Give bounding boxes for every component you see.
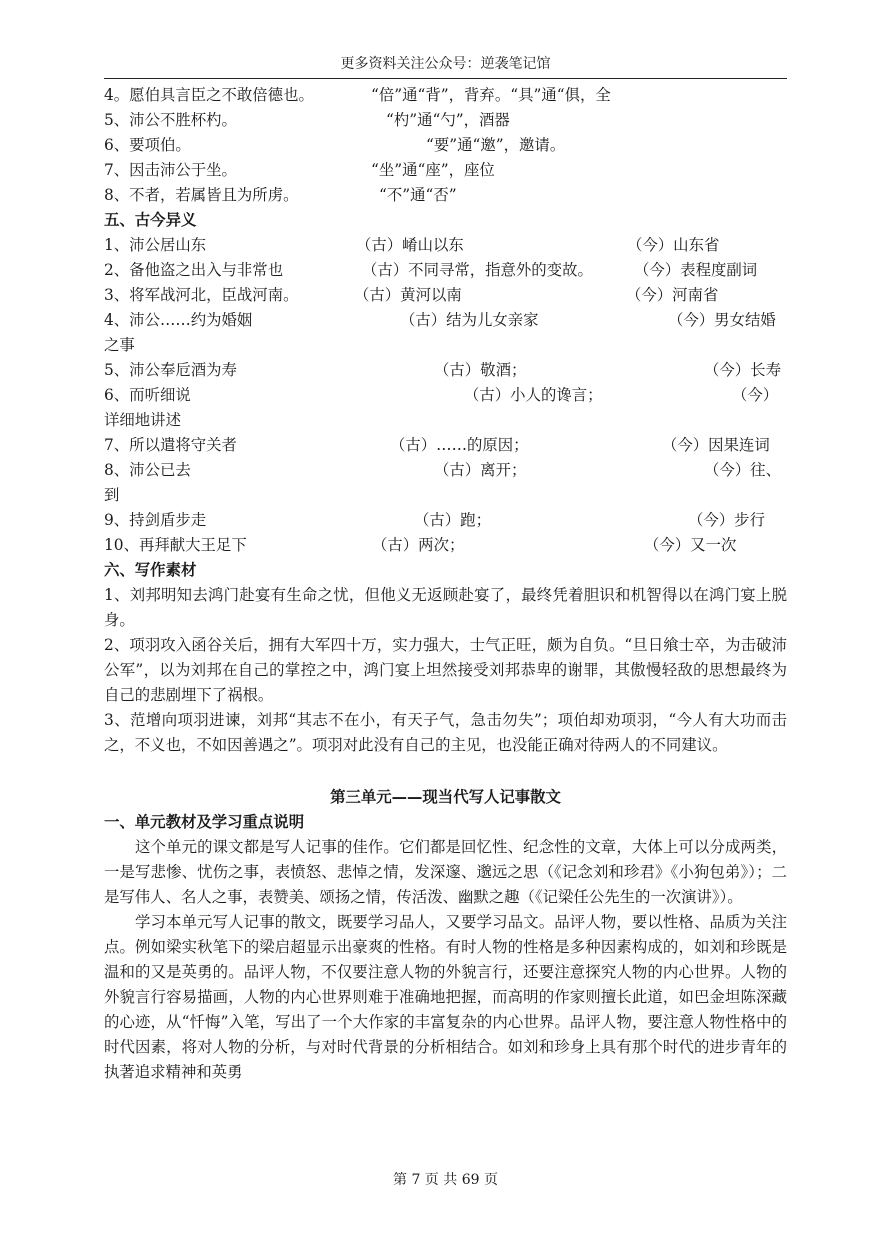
gujin-item	[104, 283, 787, 308]
tongjia-sentence: 6、要项伯。	[104, 136, 191, 154]
tongjia-note: “不”通“否”	[379, 186, 457, 204]
unit-paragraph: 学习本单元写人记事的散文，既要学习品人，又要学习品文。品评人物，要以性格、品质为关注点。例如梁实秋笔下的梁启超显示出豪爽的性格。有时人物的性格是多种因素构成的，如刘和珍既是温和的又是英勇的。品评人物，不仅要注意人物的外貌言行，还要注意探究人物的内心世界。人物的外貌言行容易描画，人物的内心世界则难于准确地把握，而高明的作家则擅长此道，如巴金坦陈深藏的心迹，从“忏悔”入笔，写出了一个大作家的丰富复杂的内心世界。品评人物，要注意人物性格中的时代因素，将对人物的分析，与对时代背景的分析相结合。如刘和珍身上具有那个时代的进步青年的执著追求精神和英勇	[104, 913, 787, 1081]
tongjia-note: “倍”通“背”，背弃。“具”通“俱，全	[371, 86, 611, 104]
gujin-modern: （今）步行	[688, 511, 765, 529]
gujin-ancient: （古）不同寻常，指意外的变故。	[362, 261, 593, 279]
gujin-item	[104, 258, 787, 283]
gujin-item	[104, 383, 787, 408]
gujin-item	[104, 508, 787, 533]
tongjia-note: “要”通“邀”，邀请。	[426, 136, 566, 154]
tongjia-item	[104, 108, 787, 133]
gujin-sentence: 7、所以遣将守关者	[104, 436, 237, 454]
gujin-sentence: 5、沛公奉卮酒为寿	[104, 361, 237, 379]
gujin-modern: （今）河南省	[626, 286, 719, 304]
writing-material-paragraph: 3、范增向项羽进谏，刘邦“其志不在小，有天子气，急击勿失”；项伯却劝项羽，“今人有大功而击之，不义也，不如因善遇之”。项羽对此没有自己的主见，也没能正确对待两人的不同建议。	[104, 711, 787, 754]
writing-material-paragraph: 1、刘邦明知去鸿门赴宴有生命之忧，但他义无返顾赴宴了，最终凭着胆识和机智得以在鸿门宴上脱身。	[104, 586, 787, 629]
gujin-modern: （今）表程度副词	[634, 261, 758, 279]
gujin-item	[104, 533, 787, 558]
gujin-item	[104, 358, 787, 383]
gujin-ancient: （古）结为儿女亲家	[400, 311, 539, 329]
gujin-sentence: 3、将军战河北，臣战河南。	[104, 286, 299, 304]
writing-material-paragraph: 2、项羽攻入函谷关后，拥有大军四十万，实力强大，士气正旺，颇为自负。“旦日飨士卒，为击破沛公军”，以为刘邦在自己的掌控之中，鸿门宴上坦然接受刘邦恭卑的谢罪，其傲慢轻敌的思想最终为自己的悲剧埋下了祸根。	[104, 636, 787, 704]
page-header: 更多资料关注公众号：逆袭笔记馆	[340, 56, 551, 72]
section-heading: 一、单元教材及学习重点说明	[104, 813, 305, 831]
gujin-item	[104, 233, 787, 258]
gujin-list	[104, 233, 787, 558]
tongjia-sentence: 8、不者，若属皆且为所虏。	[104, 186, 299, 204]
gujin-item	[104, 433, 787, 458]
gujin-modern: （今）山东省	[627, 236, 720, 254]
tongjia-item	[104, 158, 787, 183]
gujin-continuation: 到	[104, 486, 120, 504]
tongjia-note: “坐”通“座”，座位	[371, 161, 495, 179]
tongjia-item	[104, 183, 787, 208]
gujin-sentence: 2、备他盗之出入与非常也	[104, 261, 284, 279]
gujin-ancient: （古）……的原因；	[390, 436, 529, 454]
tongjia-item	[104, 133, 787, 158]
gujin-modern: （今）	[732, 386, 779, 404]
page-footer: 第 7 页 共 69 页	[393, 1172, 498, 1188]
gujin-modern: （今）往、	[704, 461, 781, 479]
gujin-item	[104, 308, 787, 333]
gujin-item	[104, 458, 787, 483]
gujin-ancient: （古）两次；	[372, 536, 465, 554]
gujin-modern: （今）男女结婚	[668, 311, 776, 329]
unit-title: 第三单元——现当代写人记事散文	[330, 788, 561, 806]
tongjia-item	[104, 83, 787, 108]
gujin-sentence: 4、沛公……约为婚姻	[104, 311, 253, 329]
tongjia-sentence: 7、因击沛公于坐。	[104, 161, 237, 179]
page-content	[104, 83, 787, 1085]
gujin-ancient: （古）敬酒；	[434, 361, 527, 379]
gujin-modern: （今）因果连词	[662, 436, 770, 454]
tongjia-sentence: 4。愿伯具言臣之不敢倍德也。	[104, 86, 314, 104]
gujin-sentence: 6、而听细说	[104, 386, 191, 404]
section-heading: 五、古今异义	[104, 211, 197, 229]
tongjia-note: “杓”通“勺”，酒器	[386, 111, 510, 129]
gujin-sentence: 8、沛公已去	[104, 461, 191, 479]
gujin-sentence: 10、再拜献大王足下	[104, 536, 247, 554]
gujin-ancient: （古）崤山以东	[356, 236, 464, 254]
gujin-ancient: （古）跑；	[414, 511, 491, 529]
gujin-sentence: 9、持剑盾步走	[104, 511, 207, 529]
gujin-sentence: 1、沛公居山东	[104, 236, 207, 254]
section-heading: 六、写作素材	[104, 561, 197, 579]
header-rule	[104, 78, 787, 79]
gujin-continuation: 详细地讲述	[104, 411, 181, 429]
tongjia-sentence: 5、沛公不胜杯杓。	[104, 111, 237, 129]
gujin-continuation: 之事	[104, 336, 135, 354]
unit-paragraph: 这个单元的课文都是写人记事的佳作。它们都是回忆性、纪念性的文章，大体上可以分成两类，一是写悲惨、忧伤之事，表愤怒、悲悼之情，发深邃、邈远之思（《记念刘和珍君》《小狗包弟》）；二是写伟人、名人之事，表赞美、颂扬之情，传活泼、幽默之趣（《记梁任公先生的一次演讲》）。	[104, 838, 787, 906]
gujin-ancient: （古）离开；	[434, 461, 527, 479]
gujin-ancient: （古）小人的谗言；	[464, 386, 603, 404]
tongjia-list	[104, 83, 787, 208]
gujin-ancient: （古）黄河以南	[354, 286, 462, 304]
gujin-modern: （今）又一次	[644, 536, 737, 554]
gujin-modern: （今）长寿	[704, 361, 781, 379]
